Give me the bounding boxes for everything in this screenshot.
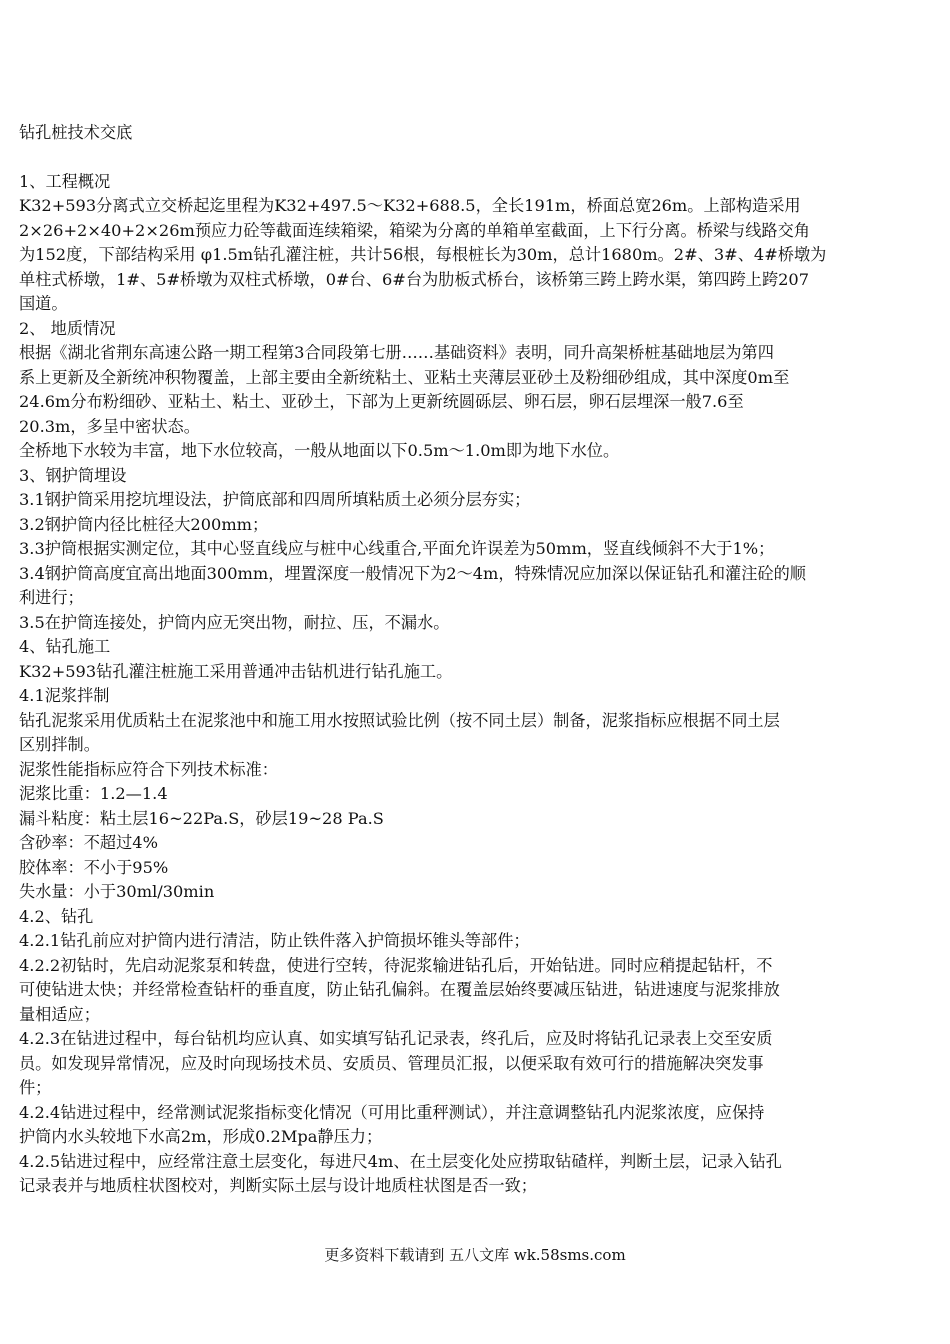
text-line: K32+593钻孔灌注桩施工采用普通冲击钻机进行钻孔施工。 (19, 661, 453, 681)
text-line: 根据《湖北省荆东高速公路一期工程第3合同段第七册……基础资料》表明，同升高架桥桩基础地层为第四 (19, 343, 774, 362)
text-line: 4.2、钻孔 (19, 906, 94, 926)
text-line: 4.2.5钻进过程中，应经常注意土层变化，每进尺4m、在土层变化处应捞取钻碴样，判断土层，记录入钻孔 (19, 1151, 782, 1171)
text-line: 单柱式桥墩，1#、5#桥墩为双柱式桥墩，0#台、6#台为肋板式桥台，该桥第三跨上跨水渠，第四跨上跨207 (19, 269, 810, 289)
text-line: 3.3护筒根据实测定位，其中心竖直线应与桩中心线重合,平面允许误差为50mm，竖直线倾斜不大于1%； (19, 539, 775, 558)
text-line: 20.3m，多呈中密状态。 (19, 416, 200, 436)
text-line: 2×26+2×40+2×26m预应力砼等截面连续箱梁，箱梁为分离的单箱单室截面，上下行分离。桥梁与线路交角 (19, 220, 810, 240)
text-line: 漏斗粘度：粘土层16~22Pa.S，砂层19~28 Pa.S (19, 808, 384, 828)
text-line: 全桥地下水较为丰富，地下水位较高，一般从地面以下0.5m～1.0m即为地下水位。 (19, 441, 620, 460)
document-title: 钻孔桩技术交底 (19, 123, 133, 142)
text-line: 4.2.4钻进过程中，经常测试泥浆指标变化情况（可用比重秤测试），并注意调整钻孔内泥浆浓度，应保持 (19, 1102, 765, 1122)
document-lines (19, 170, 931, 1199)
text-line: 3.2钢护筒内径比桩径大200mm； (19, 514, 269, 534)
text-line: 件； (19, 1078, 52, 1097)
text-line: 3.5在护筒连接处，护筒内应无突出物，耐拉、压，不漏水。 (19, 612, 450, 632)
text-line: 失水量：小于30ml/30min (19, 882, 215, 901)
text-line: 国道。 (19, 294, 68, 313)
text-line: 4.1泥浆拌制 (19, 686, 110, 705)
text-line: 员。如发现异常情况，应及时向现场技术员、安质员、管理员汇报，以便采取有效可行的措施解决突发事 (19, 1053, 764, 1073)
text-line: 24.6m分布粉细砂、亚粘土、粘土、亚砂土，下部为上更新统圆砾层、卵石层，卵石层埋深一般7.6至 (19, 392, 744, 411)
text-line: 含砂率：不超过4% (19, 833, 158, 852)
text-line: 记录表并与地质柱状图校对，判断实际土层与设计地质柱状图是否一致； (19, 1176, 537, 1195)
text-line: 可使钻进太快；并经常检查钻杆的垂直度，防止钻孔偏斜。在覆盖层始终要减压钻进，钻进速度与泥浆排放 (19, 980, 780, 999)
text-line: 泥浆性能指标应符合下列技术标准： (19, 759, 278, 779)
footer-text: 更多资料下载请到 五八文库 wk.58sms.com (324, 1246, 626, 1264)
text-line: 4.2.3在钻进过程中，每台钻机均应认真、如实填写钻孔记录表，终孔后，应及时将钻孔记录表上交至安质 (19, 1029, 773, 1048)
text-line: K32+593分离式立交桥起迄里程为K32+497.5～K32+688.5，全长191m，桥面总宽26m。上部构造采用 (19, 196, 801, 215)
text-line: 3.4钢护筒高度宜高出地面300mm，埋置深度一般情况下为2～4m，特殊情况应加深以保证钻孔和灌注砼的顺 (19, 563, 806, 583)
text-line: 护筒内水头较地下水高2m，形成0.2Mpa静压力； (19, 1127, 383, 1146)
text-line: 泥浆比重：1.2—1.4 (19, 784, 168, 803)
text-line: 4.2.1钻孔前应对护筒内进行清洁，防止铁件落入护筒损坏锥头等部件； (19, 931, 530, 950)
text-line: 利进行； (19, 588, 84, 607)
document-body (19, 121, 931, 1199)
text-line: 区别拌制。 (19, 735, 100, 754)
text-line: 系上更新及全新统冲积物覆盖，上部主要由全新统粘土、亚粘土夹薄层亚砂土及粉细砂组成，其中深度0m至 (19, 367, 790, 387)
text-line: 钻孔泥浆采用优质粘土在泥浆池中和施工用水按照试验比例（按不同土层）制备，泥浆指标应根据不同土层 (19, 710, 780, 730)
text-line: 4.2.2初钻时，先启动泥浆泵和转盘，使进行空转，待泥浆输进钻孔后，开始钻进。同时应稍提起钻杆，不 (19, 955, 773, 975)
text-line: 3.1钢护筒采用挖坑埋设法，护筒底部和四周所填粘质土必须分层夯实； (19, 490, 531, 509)
text-line: 量相适应； (19, 1004, 100, 1024)
text-line: 1、工程概况 (19, 171, 111, 191)
text-line: 4、钻孔施工 (19, 637, 111, 656)
text-line: 2、 地质情况 (19, 318, 116, 338)
text-line: 胶体率：不小于95% (19, 857, 169, 877)
text-line: 为152度，下部结构采用 φ1.5m钻孔灌注桩，共计56根，每根桩长为30m，总计1680m。2#、3#、4#桥墩为 (19, 245, 827, 264)
text-line: 3、钢护筒埋设 (19, 465, 127, 485)
